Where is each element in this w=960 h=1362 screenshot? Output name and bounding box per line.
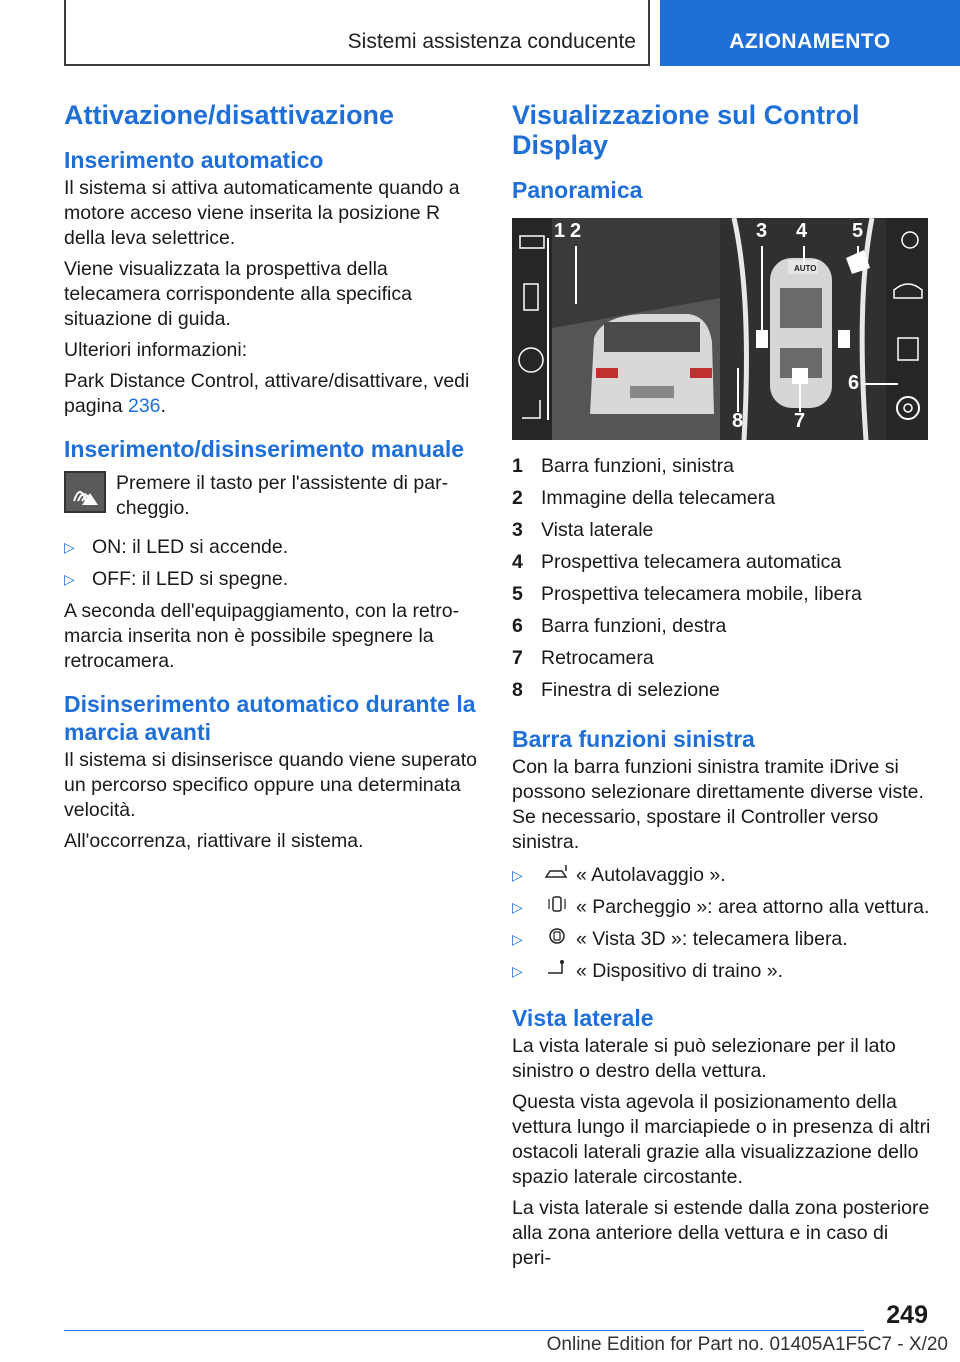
section-title: Sistemi assistenza conducente	[347, 30, 636, 53]
paragraph: Ulteriori informazioni:	[64, 339, 248, 361]
list-item: ▷ « Vista 3D »: telecamera libera.	[512, 928, 848, 950]
triangle-bullet-icon: ▷	[512, 931, 523, 947]
chapter-tab[interactable]	[660, 0, 960, 66]
triangle-bullet-icon: ▷	[64, 571, 75, 587]
heading-side-view: Vista laterale	[512, 1005, 654, 1031]
button-instruction	[64, 471, 484, 521]
paragraph: Il sistema si attiva automaticamente quando a motore acceso viene inserita la posizione R della leva selettrice.	[64, 177, 460, 249]
legend-item: 4 Prospettiva telecamera automatica	[512, 551, 842, 573]
footer-edition: Online Edition for Part no. 01405A1F5C7 - X/20	[546, 1334, 948, 1355]
triangle-bullet-icon: ▷	[512, 963, 523, 979]
list-item: ▷ ON: il LED si accende.	[64, 536, 289, 558]
page-link-236[interactable]: 236	[127, 395, 161, 417]
callout-5: 5	[852, 220, 864, 242]
right-column	[512, 100, 932, 1277]
callout-8: 8	[732, 410, 744, 432]
legend-list	[512, 454, 932, 703]
legend-item: 2 Immagine della telecamera	[512, 487, 776, 509]
car-wash-icon	[544, 863, 570, 881]
list-item: ▷ « Parcheggio »: area attorno alla vettura.	[512, 896, 930, 918]
view-3d-icon	[544, 927, 570, 945]
paragraph: Il sistema si disinserisce quando viene superato un percorso specifico oppure una determinata velocità.	[64, 749, 477, 821]
triangle-bullet-icon: ▷	[512, 867, 523, 883]
heading-overview: Panoramica	[512, 177, 643, 203]
tow-hitch-icon	[544, 959, 570, 977]
paragraph: Viene visualizzata la prospettiva della telecamera corrispondente alla specifica situazione di guida.	[64, 258, 412, 330]
triangle-bullet-icon: ▷	[64, 539, 75, 555]
chapter-title: AZIONAMENTO	[729, 30, 891, 53]
callout-3: 3	[756, 220, 768, 242]
callout-6: 6	[848, 372, 860, 394]
footer-divider	[64, 1330, 864, 1331]
legend-item: 6 Barra funzioni, destra	[512, 615, 727, 637]
page-number: 249	[886, 1301, 928, 1329]
legend-item: 3 Vista laterale	[512, 519, 654, 541]
legend-item: 5 Prospettiva telecamera mobile, libera	[512, 583, 862, 605]
button-instruction-text: Premere il tasto per l'assistente di parcheggio.	[116, 472, 449, 519]
page-header	[64, 0, 960, 66]
paragraph: La vista laterale si estende dalla zona posteriore alla zona anteriore della vettura e in caso di peri-	[512, 1197, 930, 1269]
paragraph: All'occorrenza, riattivare il sistema.	[64, 830, 364, 852]
triangle-bullet-icon: ▷	[512, 899, 523, 915]
callout-7: 7	[794, 410, 806, 432]
parking-view-icon	[544, 895, 570, 913]
heading-auto-off: Disinserimento automatico durante la marcia avanti	[64, 691, 476, 745]
heading-manual: Inserimento/disinserimento manuale	[64, 436, 465, 462]
parking-assist-button-icon	[64, 471, 106, 513]
auto-badge: AUTO	[794, 264, 817, 273]
paragraph-reference: Park Distance Control, attivare/disattivare, vedi pagina 236.	[64, 370, 470, 417]
paragraph: Questa vista agevola il posizionamento della vettura lungo il marciapiede o in presenza di altri ostacoli laterali grazie alla visualizzazione dello spazio laterale circostante.	[512, 1091, 931, 1188]
legend-item: 8 Finestra di selezione	[512, 679, 720, 701]
heading-left-bar: Barra funzioni sinistra	[512, 726, 755, 752]
led-list	[64, 535, 484, 592]
heading-activation: Attivazione/disattivazione	[64, 100, 395, 130]
section-header-box	[64, 0, 650, 66]
paragraph: Con la barra funzioni sinistra tramite iDrive si possono selezionare direttamente diverse viste. Se necessario, spostare il Controller verso sinistra.	[512, 756, 924, 853]
callout-1: 1	[554, 220, 566, 242]
list-item: ▷ OFF: il LED si spegne.	[64, 568, 289, 590]
heading-control-display: Visualizzazione sul Control Display	[512, 100, 860, 160]
view-list	[512, 863, 932, 984]
legend-item: 1 Barra funzioni, sinistra	[512, 455, 734, 477]
paragraph: La vista laterale si può selezionare per il lato sinistro o destro della vettura.	[512, 1035, 896, 1082]
callout-2: 2	[570, 220, 582, 242]
callout-4: 4	[796, 220, 808, 242]
list-item: ▷ « Autolavaggio ».	[512, 864, 726, 886]
list-item: ▷ « Dispositivo di traino ».	[512, 960, 784, 982]
heading-auto-on: Inserimento automatico	[64, 147, 324, 173]
camera-display-image	[512, 218, 928, 440]
paragraph: A seconda dell'equipaggiamento, con la retromarcia inserita non è possibile spegnere la retrocamera.	[64, 600, 460, 672]
legend-item: 7 Retrocamera	[512, 647, 654, 669]
left-column	[64, 100, 484, 860]
